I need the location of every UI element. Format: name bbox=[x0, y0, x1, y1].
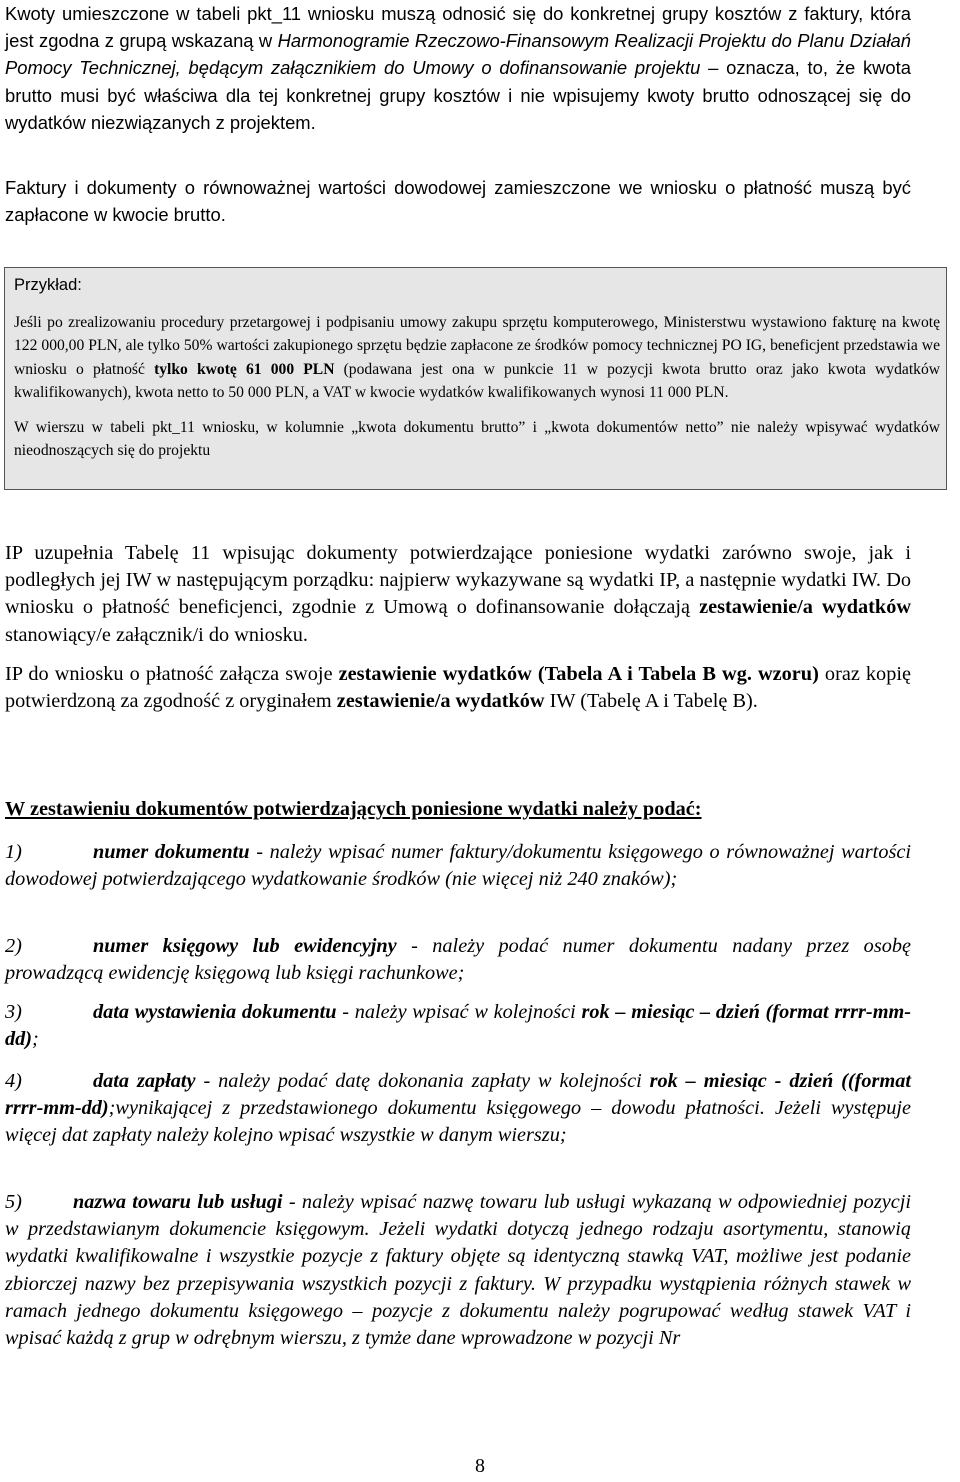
list-item-number: 5) bbox=[5, 1191, 22, 1213]
list-item-text-end: ; bbox=[32, 1028, 39, 1051]
intro-p1-text-b: – oznacza, to, że kwota brutto musi być właściwa dla tej konkretnej grupy kosztów i nie wpisujemy kwoty brutto odnoszącej się do wydatków niezwiązanych z projektem. bbox=[5, 57, 911, 133]
intro-paragraph-2: Faktury i dokumenty o równoważnej wartości dowodowej zamieszczone we wniosku o płatność muszą być zapłacone w kwocie brutto. bbox=[5, 177, 911, 226]
example-p1-text-b: (podawana jest ona w punkcie 11 w pozycji kwota brutto oraz jako kwota wydatków kwalifikowanych), kwota netto to 50 000 PLN, a VAT w kwocie wydatków kwalifikowanych wynosi 11 000 PLN. bbox=[14, 360, 941, 402]
intro-p1-italic: Harmonogramie Rzeczowo-Finansowym Realizacji Projektu do Planu Działań Pomocy Technicznej, będącym załącznikiem do Umowy o dofinansowanie projektu bbox=[5, 30, 911, 79]
example-p1-bold: tylko kwotę 61 000 PLN bbox=[154, 360, 335, 378]
intro-p1-text-a: Kwoty umieszczone w tabeli pkt_11 wniosku muszą odnosić się do konkretnej grupy kosztów z faktury, która jest zgodna z grupą wskazaną w bbox=[5, 3, 911, 52]
list-item bbox=[5, 999, 911, 1053]
list-item-number: 2) bbox=[5, 935, 22, 957]
list-item-bold-format: rok – miesiąc - dzień ((format rrrr-mm-dd) bbox=[5, 1070, 912, 1120]
body-p2-bold-b: zestawienie/a wydatków bbox=[336, 690, 545, 713]
example-paragraph-1 bbox=[14, 311, 940, 405]
body-p2-text-c: IW (Tabelę A i Tabelę B). bbox=[544, 690, 758, 713]
page-number: 8 bbox=[475, 1455, 485, 1477]
list-item bbox=[5, 1189, 911, 1352]
list-item-number: 4) bbox=[5, 1070, 22, 1092]
example-paragraph-2: W wierszu w tabeli pkt_11 wniosku, w kolumnie „kwota dokumentu brutto” i „kwota dokumentów netto” nie należy wpisywać wydatków nieodnoszących się do projektu bbox=[14, 418, 940, 460]
example-p1-text-a: Jeśli po zrealizowaniu procedury przetargowej i podpisaniu umowy zakupu sprzętu komputerowego, Ministerstwu wystawiono fakturę na kwotę 122 000,00 PLN, ale tylko 50% wartości zakupionego sprzętu będzie zapłacone ze środków pomocy technicznej PO IG, beneficjent przedstawia we wniosku o płatność bbox=[14, 314, 940, 378]
list-item-bold-format: rok – miesiąc – dzień (format rrrr-mm-dd) bbox=[5, 1001, 911, 1051]
list-item-term: nazwa towaru lub usługi bbox=[73, 1191, 283, 1213]
list-item-text: - należy podać numer dokumentu nadany przez osobę prowadzącą ewidencję księgową lub księgi rachunkowe; bbox=[5, 935, 911, 985]
body-p1-bold: zestawienie/a wydatków bbox=[699, 596, 911, 619]
list-item-text: - należy wpisać w kolejności bbox=[336, 1001, 582, 1023]
example-title: Przykład: bbox=[14, 276, 82, 294]
list-item bbox=[5, 1068, 911, 1150]
intro-paragraph-1 bbox=[5, 0, 911, 136]
body-p1-text-b: stanowiący/e załącznik/i do wniosku. bbox=[5, 623, 309, 646]
example-box bbox=[4, 267, 947, 490]
section-heading: W zestawieniu dokumentów potwierdzających poniesione wydatki należy podać: bbox=[5, 798, 702, 820]
list-item-text: - należy wpisać nazwę towaru lub usługi wykazaną w odpowiedniej pozycji w przedstawianym dokumencie księgowym. Jeżeli wydatki dotyczą jednego rodzaju asortymentu, stanowią wydatki kwalifikowalne i wszystkie pozycje z faktury objęte są identyczną stawką VAT, możliwe jest podanie zbiorczej nazwy bez przepisywania wszystkich pozycji z faktury. W przypadku wystąpienia różnych stawek w ramach jednego dokumentu księgowego – pozycje z dokumentu należy pogrupować według stawek VAT i wpisać każdą z grup w odrębnym wierszu, z tymże dane wprowadzone w pozycji Nr bbox=[5, 1191, 911, 1350]
list-item bbox=[5, 839, 911, 893]
body-p2-bold-a: zestawienie wydatków (Tabela A i Tabela B wg. wzoru) bbox=[338, 663, 819, 685]
list-item-text-end: ;wynikającej z przedstawionego dokumentu księgowego – dowodu płatności. Jeżeli występuje więcej dat zapłaty należy kolejno wpisać wszystkie w danym wierszu; bbox=[5, 1097, 911, 1147]
body-p2-text-a: IP do wniosku o płatność załącza swoje bbox=[5, 663, 339, 685]
body-p2-text-b: oraz kopię potwierdzoną za zgodność z oryginałem bbox=[5, 663, 911, 713]
body-p1-text-a: IP uzupełnia Tabelę 11 wpisując dokumenty potwierdzające poniesione wydatki zarówno swoje, jak i podległych jej IW w następującym porządku: najpierw wykazywane są wydatki IP, a następnie wydatki IW. Do wniosku o płatność beneficjenci, zgodnie z Umową o dofinansowanie dołączają bbox=[5, 542, 911, 619]
list-item-term: numer księgowy lub ewidencyjny bbox=[93, 935, 397, 957]
list-item-term: numer dokumentu bbox=[93, 841, 250, 863]
list-item-number: 3) bbox=[5, 1001, 22, 1023]
list-item-text: - należy wpisać numer faktury/dokumentu księgowego o równoważnej wartości dowodowej potwierdzającego wydatkowanie środków (nie więcej niż 240 znaków); bbox=[5, 841, 911, 891]
body-paragraph-2 bbox=[5, 661, 911, 715]
list-item-term: data zapłaty bbox=[93, 1070, 196, 1092]
list-item-text: - należy podać datę dokonania zapłaty w kolejności bbox=[195, 1070, 650, 1092]
list-item bbox=[5, 933, 911, 987]
list-item-number: 1) bbox=[5, 841, 22, 863]
body-paragraph-1 bbox=[5, 540, 911, 649]
list-item-term: data wystawienia dokumentu bbox=[93, 1001, 337, 1023]
